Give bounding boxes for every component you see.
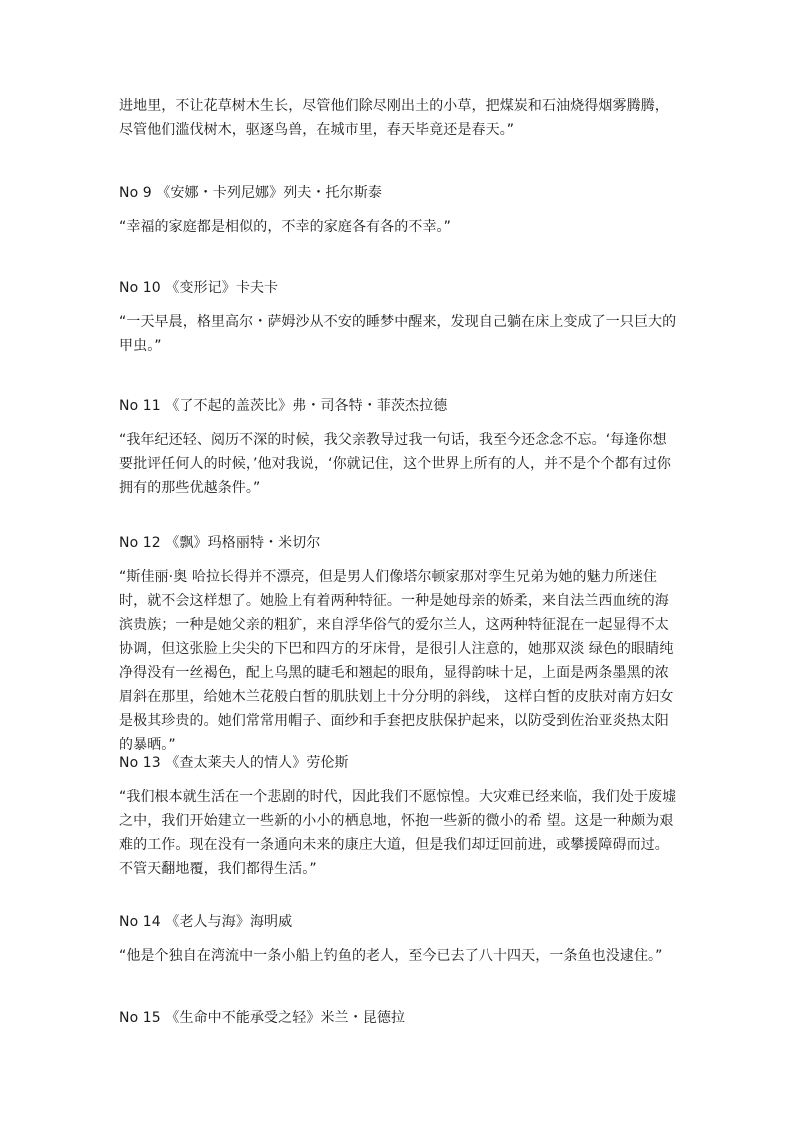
entry-quote-14: “他是个独自在湾流中一条小船上钓鱼的老人，至今已去了八十四天，一条鱼也没逮住。” xyxy=(119,948,663,964)
entry-heading-10: No 10 《变形记》卡夫卡 xyxy=(119,280,279,296)
entry-quote-11: “我年纪还轻、阅历不深的时候，我父亲教导过我一句话，我至今还念念不忘。‘每逢你想要批评任何人的时候，’他对我说，‘你就记住，这个世界上所有的人，并不是个个都有过你拥有的那些优越条件。” xyxy=(119,432,671,496)
entry-heading-11: No 11 《了不起的盖茨比》弗・司各特・菲茨杰拉德 xyxy=(119,398,448,414)
entry-heading-9: No 9 《安娜・卡列尼娜》列夫・托尔斯泰 xyxy=(119,185,382,201)
entry-heading-15: No 15 《生命中不能承受之轻》米兰・昆德拉 xyxy=(119,1010,406,1026)
entry-heading-13: No 13 《查太莱夫人的情人》劳伦斯 xyxy=(119,755,349,771)
entry-heading-12: No 12 《飘》玛格丽特・米切尔 xyxy=(119,535,321,551)
entry-quote-12: “斯佳丽·奥 哈拉长得并不漂亮，但是男人们像塔尔顿家那对孪生兄弟为她的魅力所迷住时，就不会这样想了。她脸上有着两种特征。一种是她母亲的娇柔，来自法兰西血统的海 滨贵族；一种是她父亲的粗犷，来自浮华俗气的爱尔兰人，这两种特征混在一起显得不太协调，但这张脸上尖尖的下巴和四方的牙床骨，是很引人注意的，她那双淡 绿色的眼睛纯净得没有一丝褐色，配上乌黑的睫毛和翘起的眼角，显得韵味十足，上面是两条墨黑的浓眉斜在那里，给她木兰花般白皙的肌肤划上十分分明的斜线， 这样白皙的皮肤对南方妇女是极其珍贵的。她们常常用帽子、面纱和手套把皮肤保护起来，以防受到佐治亚炎热太阳的暴晒。” xyxy=(119,569,674,753)
entry-quote-9: “幸福的家庭都是相似的，不幸的家庭各有各的不幸。” xyxy=(119,219,452,235)
entry-quote-13: “我们根本就生活在一个悲剧的时代，因此我们不愿惊惶。大灾难已经来临，我们处于废墟之中，我们开始建立一些新的小小的栖息地，怀抱一些新的微小的希 望。这是一种颇为艰难的工作。现在没有一条通向未来的康庄大道，但是我们却迂回前进，或攀援障碍而过。不管天翻地覆，我们都得生活。” xyxy=(119,789,677,877)
entry-heading-14: No 14 《老人与海》海明威 xyxy=(119,914,293,930)
entry-quote-10: “一天早晨，格里高尔・萨姆沙从不安的睡梦中醒来，发现自己躺在床上变成了一只巨大的甲虫。” xyxy=(119,314,677,354)
intro-quote: 进地里，不让花草树木生长，尽管他们除尽刚出土的小草，把煤炭和石油烧得烟雾腾腾，尽管他们滥伐树木，驱逐鸟兽，在城市里，春天毕竟还是春天。” xyxy=(119,98,669,138)
